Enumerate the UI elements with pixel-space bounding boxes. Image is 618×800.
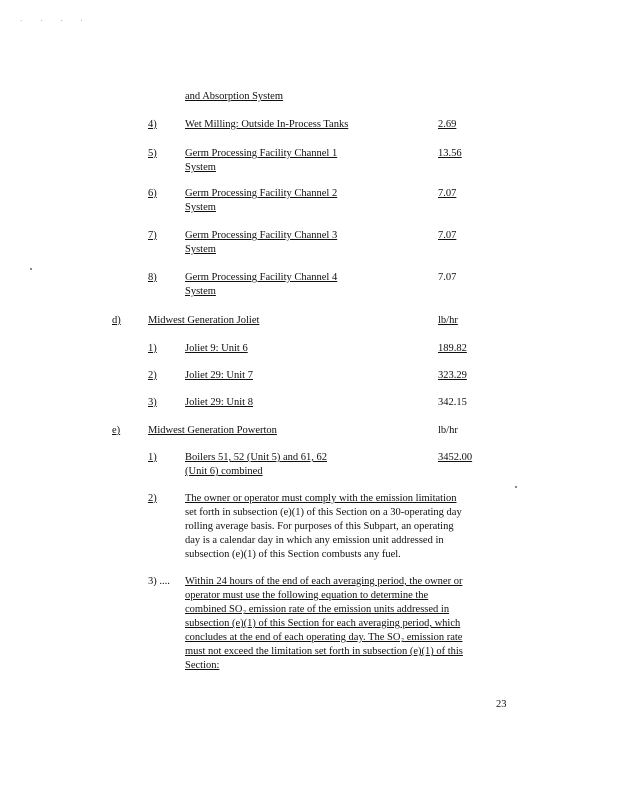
paragraph-line: subsection (e)(1) of this Section combusts any fuel. xyxy=(185,549,401,560)
row-number: 7) xyxy=(148,230,157,241)
row-label: Joliet 29: Unit 7 xyxy=(185,370,253,381)
row-value: 7.07 xyxy=(438,230,457,241)
row-label: Joliet 29: Unit 8 xyxy=(185,397,253,408)
scan-speck xyxy=(30,268,32,270)
paragraph-line: subsection (e)(1) of this Section for each averaging period, which xyxy=(185,618,461,629)
paragraph-line: Section: xyxy=(185,660,220,671)
paragraph-line: combined SO₂ emission rate of the emission units addressed in xyxy=(185,604,450,615)
row-value: 7.07 xyxy=(438,272,457,283)
row-value: 2.69 xyxy=(438,119,457,130)
intro-text: and Absorption System xyxy=(185,91,284,102)
row-label-continued: System xyxy=(185,162,216,173)
row-value: 7.07 xyxy=(438,188,457,199)
section-letter: e) xyxy=(112,425,121,436)
row-label: Joliet 9: Unit 6 xyxy=(185,343,248,354)
section-name: Midwest Generation Joliet xyxy=(148,315,260,326)
row-value: 342.15 xyxy=(438,397,467,408)
row-number: 3) xyxy=(148,397,157,408)
row-label: Wet Milling: Outside In-Process Tanks xyxy=(185,119,349,130)
paragraph-line: set forth in subsection (e)(1) of this Section on a 30-operating day xyxy=(185,507,462,518)
paragraph-line: must not exceed the limitation set forth in subsection (e)(1) of this xyxy=(185,646,463,657)
row-number: 4) xyxy=(148,119,157,130)
row-number: 5) xyxy=(148,148,157,159)
row-value: 13.56 xyxy=(438,148,462,159)
paragraph-number: 3) .... xyxy=(148,576,170,587)
row-number: 1) xyxy=(148,343,157,354)
row-label: Boilers 51, 52 (Unit 5) and 61, 62 xyxy=(185,452,328,463)
row-number: 2) xyxy=(148,370,157,381)
paragraph-line: Within 24 hours of the end of each averaging period, the owner or xyxy=(185,576,463,587)
row-label-continued: System xyxy=(185,202,216,213)
paragraph-line: day is a calendar day in which any emission unit addressed in xyxy=(185,535,444,546)
paragraph-number: 2) xyxy=(148,493,157,504)
section-unit: lb/hr xyxy=(438,425,458,436)
paragraph-line: operator must use the following equation to determine the xyxy=(185,590,429,601)
row-label: Germ Processing Facility Channel 1 xyxy=(185,148,338,159)
row-label: Germ Processing Facility Channel 2 xyxy=(185,188,338,199)
row-value: 189.82 xyxy=(438,343,467,354)
row-number: 1) xyxy=(148,452,157,463)
page-number: 23 xyxy=(496,699,507,710)
row-number: 8) xyxy=(148,272,157,283)
row-number: 6) xyxy=(148,188,157,199)
section-unit: lb/hr xyxy=(438,315,458,326)
paragraph-line: rolling average basis. For purposes of this Subpart, an operating xyxy=(185,521,454,532)
row-value: 323.29 xyxy=(438,370,467,381)
row-label-continued: System xyxy=(185,286,216,297)
scan-speck xyxy=(515,486,517,488)
scan-specks: · · · · xyxy=(20,17,91,25)
row-label: Germ Processing Facility Channel 3 xyxy=(185,230,338,241)
paragraph-line: concludes at the end of each operating day. The SO₂ emission rate xyxy=(185,632,463,643)
row-value: 3452.00 xyxy=(438,452,473,463)
section-letter: d) xyxy=(112,315,121,326)
row-label-continued: System xyxy=(185,244,216,255)
row-label: Germ Processing Facility Channel 4 xyxy=(185,272,338,283)
paragraph-line: The owner or operator must comply with the emission limitation xyxy=(185,493,457,504)
row-label-continued: (Unit 6) combined xyxy=(185,466,263,477)
section-name: Midwest Generation Powerton xyxy=(148,425,277,436)
